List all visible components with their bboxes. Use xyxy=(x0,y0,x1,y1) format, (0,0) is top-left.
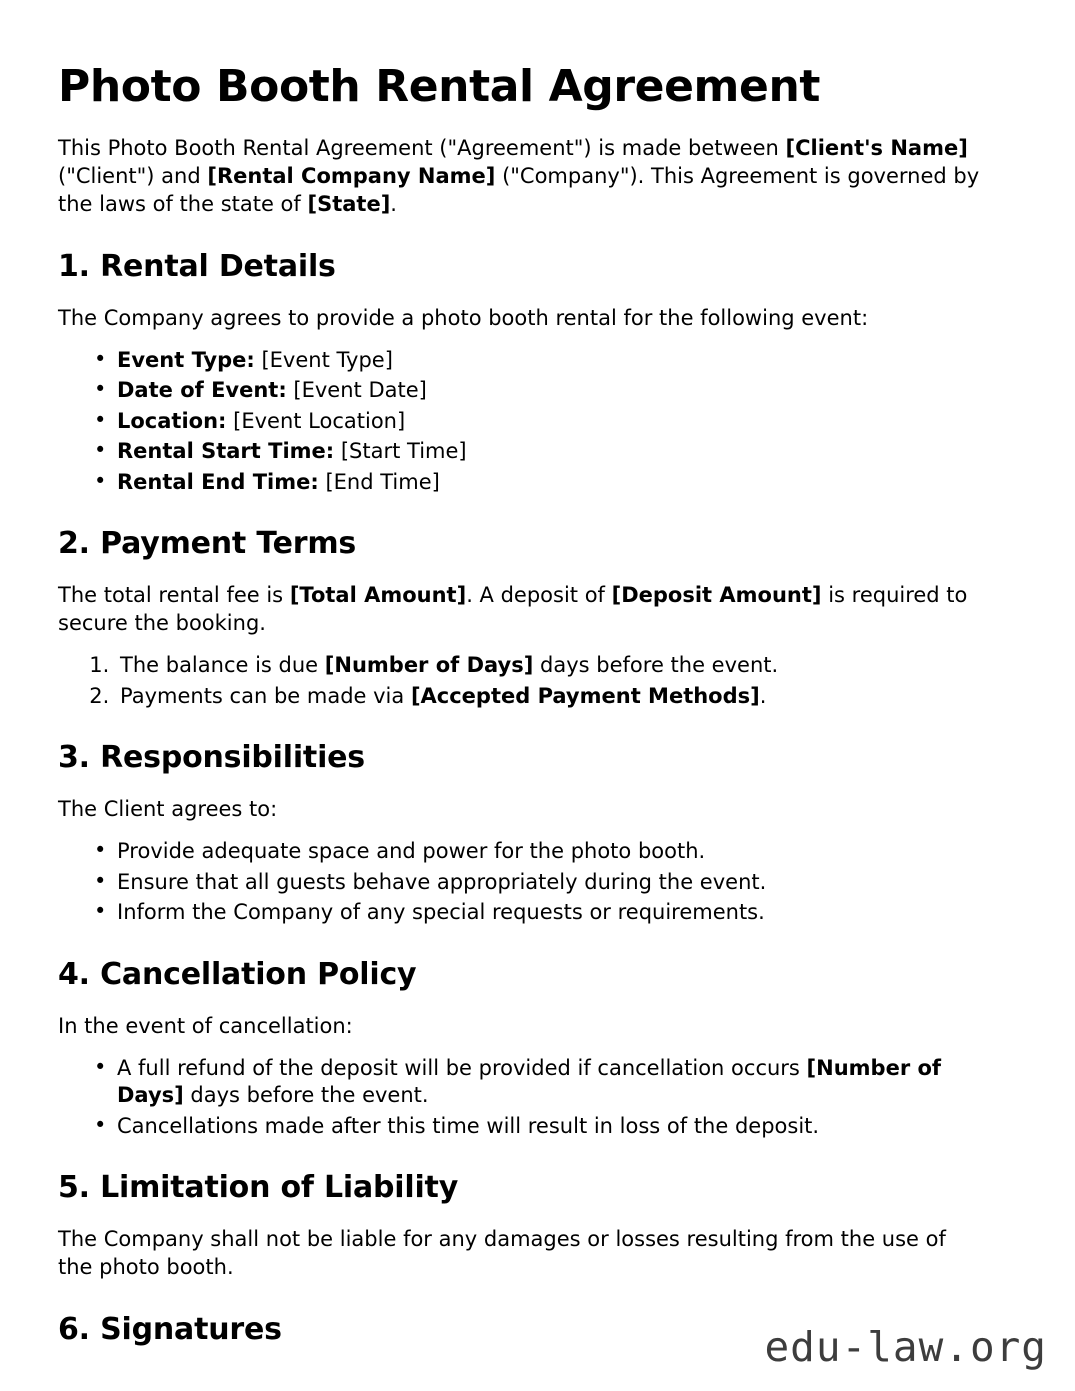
list-item xyxy=(94,469,985,497)
item-text-1: Cancellations made after this time will result in loss of the deposit. xyxy=(117,1113,820,1138)
page-title: Photo Booth Rental Agreement xyxy=(58,61,821,112)
list-item: • Ensure that all guests behave appropriately during the event. xyxy=(94,869,985,897)
payment-text-1: The total rental fee is xyxy=(58,583,290,608)
bullet-label: Location: xyxy=(117,408,227,433)
intro-text-3: ("Company"). This Agreement is governed by the laws of the state of xyxy=(58,164,980,217)
intro-text-1: This Photo Booth Rental Agreement ("Agreement") is made between xyxy=(58,136,786,161)
item-text-2: days before the event. xyxy=(533,653,779,678)
watermark: edu-law.org xyxy=(764,1323,1047,1371)
intro-text-4: . xyxy=(390,192,397,217)
section-heading-rental-details: 1. Rental Details xyxy=(58,249,336,285)
number-of-days-placeholder: [Number of Days] xyxy=(117,1055,942,1108)
cancellation-intro: In the event of cancellation: xyxy=(58,1013,353,1038)
payment-terms-paragraph xyxy=(58,582,985,638)
bullet-value: [Start Time] xyxy=(334,439,467,464)
cancellation-policy-list xyxy=(58,1055,985,1141)
bullet-label: Rental End Time: xyxy=(117,469,319,494)
bullet-label: Rental Start Time: xyxy=(117,439,335,464)
list-item xyxy=(94,347,985,375)
client-name-placeholder: [Client's Name] xyxy=(785,136,968,161)
list-item xyxy=(94,438,985,466)
item-text-2: days before the event. xyxy=(183,1083,429,1108)
bullet-value: [Event Date] xyxy=(286,378,427,403)
list-item xyxy=(94,1055,985,1110)
section-heading-signatures: 6. Signatures xyxy=(58,1311,282,1347)
list-item xyxy=(94,377,985,405)
intro-paragraph xyxy=(58,135,985,219)
list-item: • Provide adequate space and power for the photo booth. xyxy=(94,838,985,866)
payment-methods-placeholder: [Accepted Payment Methods] xyxy=(410,683,760,708)
item-text-1: The balance is due xyxy=(120,653,325,678)
item-text-2: . xyxy=(759,683,767,708)
payment-terms-list xyxy=(58,652,985,710)
list-item xyxy=(94,1113,985,1141)
section-heading-cancellation-policy: 4. Cancellation Policy xyxy=(58,956,417,992)
responsibilities-intro: The Client agrees to: xyxy=(58,797,278,822)
list-item xyxy=(116,683,985,711)
limitation-of-liability-paragraph: The Company shall not be liable for any damages or losses resulting from the use of the photo booth. xyxy=(58,1227,946,1280)
payment-text-2: . A deposit of xyxy=(466,583,612,608)
item-text-1: Payments can be made via xyxy=(120,683,411,708)
rental-company-name-placeholder: [Rental Company Name] xyxy=(207,164,496,189)
total-amount-placeholder: [Total Amount] xyxy=(289,583,467,608)
bullet-label: Date of Event: xyxy=(117,378,287,403)
responsibilities-list xyxy=(58,838,985,927)
bullet-value: [End Time] xyxy=(318,469,440,494)
intro-text-2: ("Client") and xyxy=(58,164,208,189)
payment-text-3: is required to secure the booking. xyxy=(58,583,968,636)
section-heading-payment-terms: 2. Payment Terms xyxy=(58,526,357,562)
rental-details-intro: The Company agrees to provide a photo booth rental for the following event: xyxy=(58,306,869,331)
rental-details-list xyxy=(58,347,985,497)
item-text-1: A full refund of the deposit will be provided if cancellation occurs xyxy=(117,1055,807,1080)
list-item xyxy=(94,408,985,436)
state-placeholder: [State] xyxy=(307,192,391,217)
bullet-value: [Event Type] xyxy=(254,347,393,372)
section-heading-limitation-of-liability: 5. Limitation of Liability xyxy=(58,1170,459,1206)
list-item: • Inform the Company of any special requests or requirements. xyxy=(94,899,985,927)
bullet-label: Event Type: xyxy=(117,347,255,372)
list-item xyxy=(116,652,985,680)
section-heading-responsibilities: 3. Responsibilities xyxy=(58,740,365,776)
bullet-value: [Event Location] xyxy=(226,408,406,433)
deposit-amount-placeholder: [Deposit Amount] xyxy=(611,583,822,608)
number-of-days-placeholder: [Number of Days] xyxy=(324,653,534,678)
